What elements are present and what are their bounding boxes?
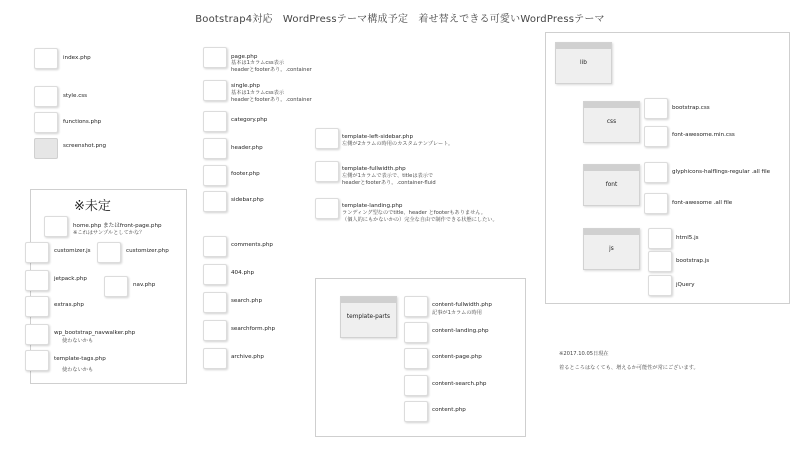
- file-note: headerとfooterあり。.container: [231, 67, 312, 73]
- file-label: content-page.php: [432, 354, 482, 360]
- file-note: 基本は1カラムcss表示: [231, 90, 285, 96]
- file-label: bootstrap.css: [672, 105, 710, 111]
- file-label: content-landing.php: [432, 328, 489, 334]
- file-icon[interactable]: [644, 193, 668, 214]
- file-label: customizer.js: [54, 248, 91, 254]
- file-label: functions.php: [63, 119, 102, 125]
- folder-icon[interactable]: [555, 42, 612, 84]
- file-icon[interactable]: [25, 270, 49, 291]
- file-icon[interactable]: [203, 348, 227, 369]
- file-label: screenshot.png: [63, 143, 107, 149]
- file-note: 左側が2カラムの時用のカスタムテンプレート。: [342, 141, 454, 147]
- file-icon[interactable]: [203, 80, 227, 101]
- file-label: template-landing.php: [342, 203, 403, 209]
- file-icon[interactable]: [203, 111, 227, 132]
- file-icon[interactable]: [203, 165, 227, 186]
- folder-icon[interactable]: [583, 101, 640, 143]
- file-label: content.php: [432, 407, 466, 413]
- file-icon[interactable]: [404, 322, 428, 343]
- file-label: font-awesome .all file: [672, 200, 733, 206]
- file-note: ※これはサンプルとしてかな？: [73, 230, 145, 236]
- folder-icon[interactable]: [583, 164, 640, 206]
- footnote-text: 着るところはなくても、増えるか可能性が常にございます。: [559, 365, 699, 371]
- page-title: Bootstrap4対応 WordPressテーマ構成予定 着せ替えできる可愛いWordPressテーマ: [195, 14, 605, 25]
- file-icon[interactable]: [648, 228, 672, 249]
- file-label: 404.php: [231, 270, 255, 276]
- file-icon[interactable]: [203, 138, 227, 159]
- file-label: template-fullwidth.php: [342, 166, 406, 172]
- file-label: footer.php: [231, 171, 260, 177]
- folder-icon[interactable]: [340, 296, 397, 338]
- file-note: headerとfooterあり。.container-fluid: [342, 180, 436, 186]
- file-icon[interactable]: [404, 348, 428, 369]
- file-note: （個人的にもかないかの）完全な自由で制作できる状態にしたい。: [342, 217, 498, 223]
- file-icon[interactable]: [315, 128, 339, 149]
- undecided-title: ※未定: [74, 199, 111, 214]
- file-icon[interactable]: [203, 236, 227, 257]
- file-icon[interactable]: [404, 296, 428, 317]
- file-icon[interactable]: [203, 47, 227, 68]
- file-icon[interactable]: [644, 162, 668, 183]
- file-icon[interactable]: [404, 401, 428, 422]
- file-label: template-left-sidebar.php: [342, 134, 413, 140]
- file-label: style.css: [63, 93, 88, 99]
- file-label: index.php: [63, 55, 91, 61]
- file-icon[interactable]: [315, 161, 339, 182]
- file-label: content-fullwidth.php: [432, 302, 492, 308]
- file-icon[interactable]: [25, 296, 49, 317]
- folder-label: template-parts: [346, 314, 391, 320]
- file-label: content-search.php: [432, 381, 487, 387]
- file-label: single.php: [231, 83, 260, 89]
- file-label: html5.js: [676, 235, 699, 241]
- file-label: customizer.php: [126, 248, 169, 254]
- file-label: extras.php: [54, 302, 84, 308]
- file-icon[interactable]: [104, 276, 128, 297]
- file-label: jQuery: [676, 282, 695, 288]
- file-icon[interactable]: [203, 320, 227, 341]
- file-icon[interactable]: [34, 86, 58, 107]
- file-icon[interactable]: [203, 292, 227, 313]
- folder-label: js: [609, 246, 614, 252]
- file-icon[interactable]: [648, 275, 672, 296]
- file-label: search.php: [231, 298, 263, 304]
- file-label: archive.php: [231, 354, 264, 360]
- file-label: comments.php: [231, 242, 273, 248]
- file-icon[interactable]: [648, 251, 672, 272]
- file-icon[interactable]: [644, 126, 668, 147]
- file-label: category.php: [231, 117, 268, 123]
- file-icon[interactable]: [25, 350, 49, 371]
- file-label: font-awesome.min.css: [672, 132, 735, 138]
- file-icon[interactable]: [203, 191, 227, 212]
- file-note: 記事が1カラムの時用: [432, 310, 482, 316]
- folder-label: lib: [580, 60, 587, 66]
- file-icon[interactable]: [315, 198, 339, 219]
- file-icon[interactable]: [97, 242, 121, 263]
- folder-icon[interactable]: [583, 228, 640, 270]
- file-note: ランディング型なのでtitle、header とfooterもありません。: [342, 210, 486, 216]
- file-note: headerとfooterあり。.container: [231, 97, 312, 103]
- file-label: nav.php: [133, 282, 156, 288]
- file-note: 使わないかも: [62, 367, 94, 373]
- file-icon[interactable]: [644, 98, 668, 119]
- file-icon[interactable]: [203, 264, 227, 285]
- file-label: template-tags.php: [54, 356, 106, 362]
- file-icon[interactable]: [34, 112, 58, 133]
- footnote-date: ※2017.10.05日現在: [559, 351, 609, 357]
- file-note: 基本は1カラムcss表示: [231, 60, 285, 66]
- file-icon[interactable]: [404, 375, 428, 396]
- file-label: header.php: [231, 145, 263, 151]
- file-icon[interactable]: [44, 216, 68, 237]
- file-label: jetpack.php: [54, 276, 87, 282]
- file-label: wp_bootstrap_navwalker.php: [54, 330, 136, 336]
- file-icon[interactable]: [34, 48, 58, 69]
- file-label: page.php: [231, 54, 258, 60]
- file-note: 使わないかも: [62, 338, 94, 344]
- folder-label: font: [605, 182, 618, 188]
- file-label: bootstrap.js: [676, 258, 710, 264]
- file-label: glyphicons-halflings-regular .all file: [672, 169, 771, 175]
- file-note: 左側が1カラムで表示で、titleは表示で: [342, 173, 434, 179]
- file-icon[interactable]: [25, 242, 49, 263]
- image-file-icon[interactable]: [34, 138, 58, 159]
- file-icon[interactable]: [25, 324, 49, 345]
- file-label: searchform.php: [231, 326, 276, 332]
- file-label: home.php またはfront-page.php: [73, 223, 162, 229]
- file-label: sidebar.php: [231, 197, 264, 203]
- folder-label: css: [606, 119, 617, 125]
